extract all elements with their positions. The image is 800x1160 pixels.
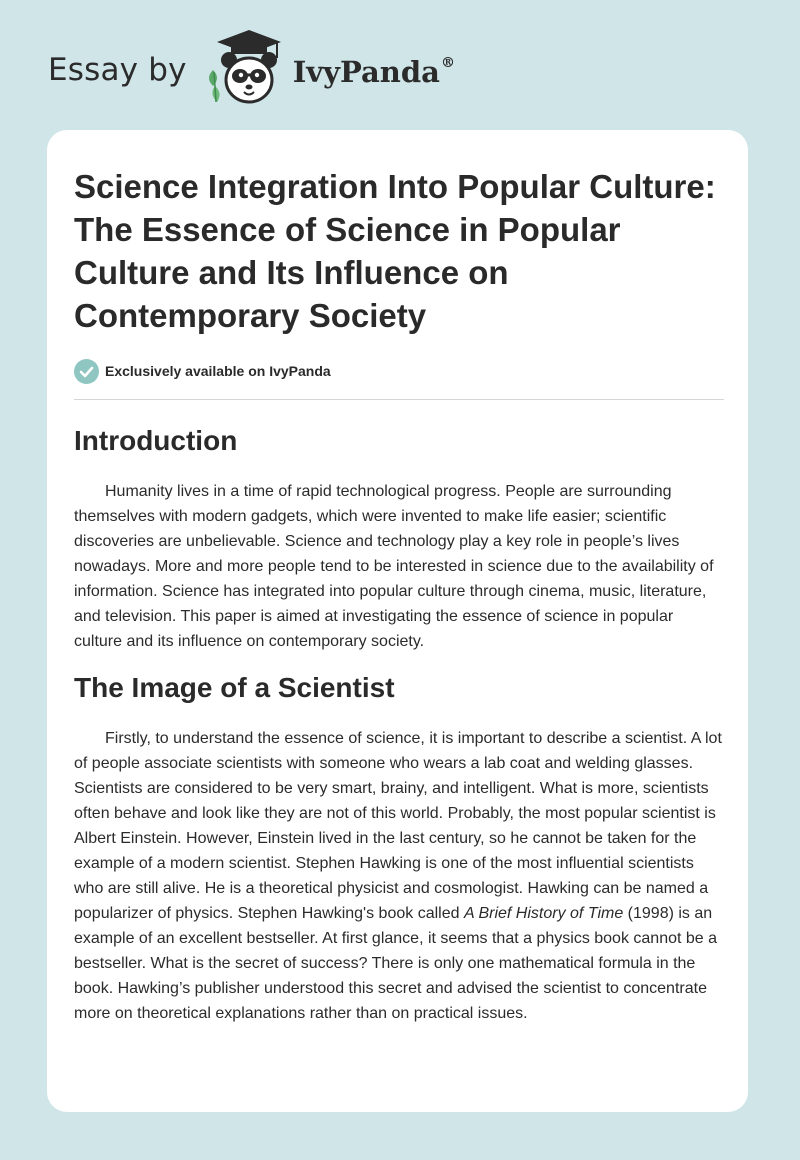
brand-text: IvyPanda <box>292 55 440 89</box>
exclusive-badge <box>74 358 724 384</box>
check-circle-icon <box>74 359 99 384</box>
exclusive-label: Exclusively available on IvyPanda <box>105 363 331 379</box>
book-title: A Brief History of Time <box>463 905 624 922</box>
panda-graduate-icon[interactable] <box>201 30 291 110</box>
divider <box>74 399 724 400</box>
section-heading-image-of-scientist: The Image of a Scientist <box>74 672 395 703</box>
section-heading-introduction: Introduction <box>74 425 238 456</box>
paragraph-text-part1: Firstly, to understand the essence of science, it is important to describe a scientist. A lot of people associate scientists with someone who wears a lab coat and welding glasses. Scientists are considered to be very smart, brainy, and intelligent. What is more, scientists often behave and look like they are not of this world. Probably, the most popular scientist is Albert Einstein. However, Einstein lived in the last century, so he cannot be taken for the example of a modern scientist. Stephen Hawking is one of the most influential scientists who are still alive. He is a theoretical physicist and cosmologist. Hawking can be named a popularizer of physics. Stephen Hawking's book called <box>74 730 722 922</box>
paragraph-text-part2: (1998) is an example of an excellent bestseller. At first glance, it seems that a physics book cannot be a bestseller. What is the secret of success? There is only one mathematical formula in the book. Hawking’s publisher understood this secret and advised the scientist to concentrate more on theoretical explanations rather than on practical issues. <box>74 905 718 1022</box>
brand-name[interactable] <box>293 55 455 89</box>
site-header <box>48 30 455 110</box>
section-paragraph-image-of-scientist <box>74 726 724 1026</box>
essay-by-label: Essay by <box>48 52 187 88</box>
essay-card <box>47 130 748 1112</box>
registered-mark: ® <box>440 55 455 72</box>
essay-content <box>74 165 724 1026</box>
essay-title: Science Integration Into Popular Culture: The Essence of Science in Popular Culture and Its Influence on Contemporary Society <box>74 168 716 334</box>
section-paragraph-introduction: Humanity lives in a time of rapid technological progress. People are surrounding themselves with modern gadgets, which were invented to make life easier; scientific discoveries are unbelievable. Science and technology play a key role in people’s lives nowadays. More and more people tend to be interested in science due to the availability of information. Science has integrated into popular culture through cinema, music, literature, and television. This paper is aimed at investigating the essence of science in popular culture and its influence on contemporary society. <box>74 483 714 650</box>
